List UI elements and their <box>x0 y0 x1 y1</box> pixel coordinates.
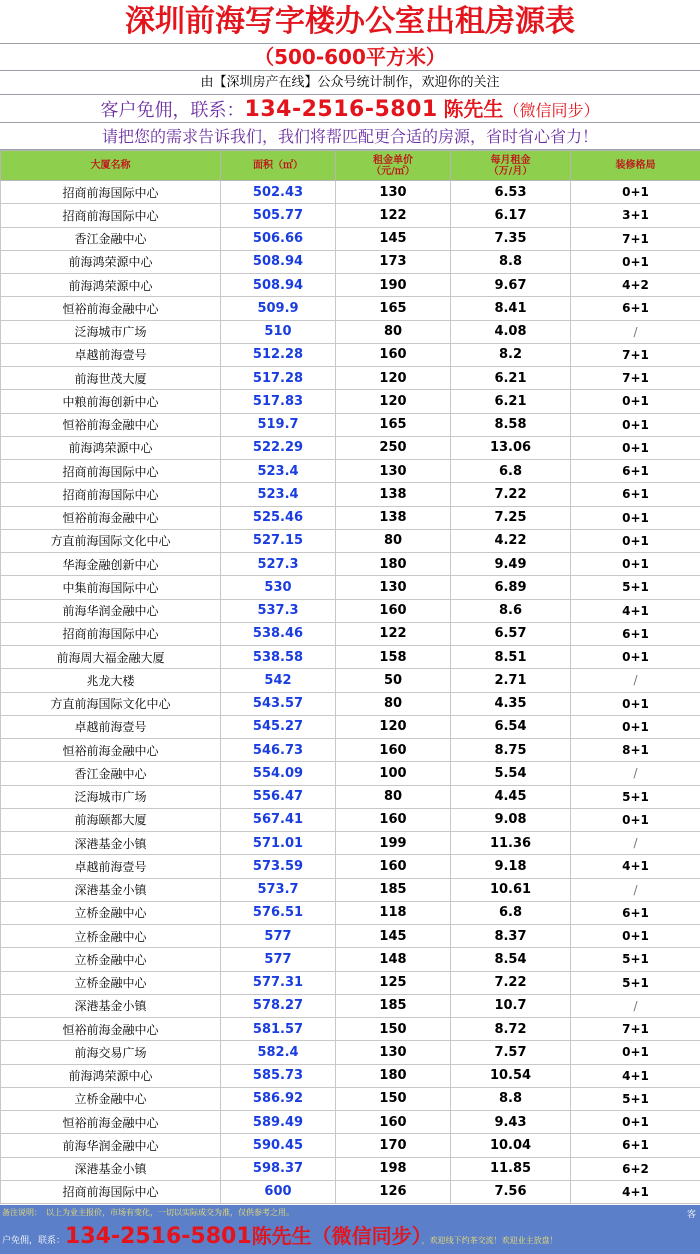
table-row <box>1 576 700 599</box>
contact-prefix: 客户免佣，联系： <box>100 100 245 121</box>
layout-cell: 3+1 <box>571 204 700 227</box>
table-row <box>1 994 700 1017</box>
area-cell: 523.4 <box>221 460 336 483</box>
footer-name: 陈先生（微信同步） <box>251 1224 422 1248</box>
area-cell: 527.3 <box>221 553 336 576</box>
building-name-cell: 立桥金融中心 <box>1 971 221 994</box>
monthly-rent-cell: 6.21 <box>451 390 571 413</box>
unit-price-cell: 180 <box>336 1064 451 1087</box>
layout-cell: 4+1 <box>571 855 700 878</box>
area-cell: 510 <box>221 320 336 343</box>
monthly-rent-cell: 7.22 <box>451 971 571 994</box>
area-cell: 590.45 <box>221 1134 336 1157</box>
table-row <box>1 599 700 622</box>
unit-price-cell: 160 <box>336 808 451 831</box>
area-cell: 600 <box>221 1180 336 1203</box>
table-row <box>1 227 700 250</box>
area-cell: 556.47 <box>221 785 336 808</box>
building-name-cell: 恒裕前海金融中心 <box>1 739 221 762</box>
unit-price-cell: 150 <box>336 1087 451 1110</box>
monthly-rent-cell: 4.45 <box>451 785 571 808</box>
monthly-rent-cell: 8.8 <box>451 250 571 273</box>
layout-cell: 0+1 <box>571 692 700 715</box>
layout-cell: 0+1 <box>571 390 700 413</box>
area-cell: 577.31 <box>221 971 336 994</box>
contact-name: 陈先生 <box>443 97 504 121</box>
area-cell: 573.59 <box>221 855 336 878</box>
area-cell: 525.46 <box>221 506 336 529</box>
table-row <box>1 529 700 552</box>
table-row <box>1 297 700 320</box>
monthly-rent-cell: 8.2 <box>451 343 571 366</box>
unit-price-cell: 148 <box>336 948 451 971</box>
building-name-cell: 前海颐都大厦 <box>1 808 221 831</box>
layout-cell: / <box>571 669 700 692</box>
monthly-rent-cell: 9.08 <box>451 808 571 831</box>
unit-price-cell: 50 <box>336 669 451 692</box>
unit-price-cell: 170 <box>336 1134 451 1157</box>
table-header-row <box>1 151 700 181</box>
table-row <box>1 250 700 273</box>
building-name-cell: 泛海城市广场 <box>1 785 221 808</box>
area-cell: 577 <box>221 925 336 948</box>
area-cell: 585.73 <box>221 1064 336 1087</box>
area-cell: 509.9 <box>221 297 336 320</box>
monthly-rent-cell: 8.75 <box>451 739 571 762</box>
monthly-rent-cell: 6.21 <box>451 367 571 390</box>
table-row <box>1 855 700 878</box>
area-cell: 589.49 <box>221 1111 336 1134</box>
layout-cell: 0+1 <box>571 250 700 273</box>
area-cell: 538.58 <box>221 646 336 669</box>
area-cell: 512.28 <box>221 343 336 366</box>
building-name-cell: 恒裕前海金融中心 <box>1 413 221 436</box>
table-row <box>1 878 700 901</box>
monthly-rent-cell: 8.72 <box>451 1018 571 1041</box>
listing-table <box>0 150 700 1204</box>
monthly-rent-cell: 9.43 <box>451 1111 571 1134</box>
footer-phone[interactable]: 134-2516-5801 <box>65 1224 252 1249</box>
unit-price-cell: 180 <box>336 553 451 576</box>
footer-note: 备注说明： 以上为业主报价，市场有变化，一切以实际成交为准，仅供参考之用。 <box>2 1208 294 1217</box>
table-row <box>1 1064 700 1087</box>
unit-price-cell: 130 <box>336 1041 451 1064</box>
monthly-rent-cell: 7.22 <box>451 483 571 506</box>
monthly-rent-cell: 9.18 <box>451 855 571 878</box>
table-body <box>1 181 700 1204</box>
building-name-cell: 招商前海国际中心 <box>1 204 221 227</box>
area-cell: 578.27 <box>221 994 336 1017</box>
col-header-unit-price: 租金单价 （元/㎡） <box>336 151 451 181</box>
unit-price-cell: 250 <box>336 436 451 459</box>
layout-cell: / <box>571 320 700 343</box>
building-name-cell: 立桥金融中心 <box>1 925 221 948</box>
area-cell: 577 <box>221 948 336 971</box>
layout-cell: 7+1 <box>571 1018 700 1041</box>
building-name-cell: 前海鸿荣源中心 <box>1 1064 221 1087</box>
table-row <box>1 1018 700 1041</box>
layout-cell: 7+1 <box>571 367 700 390</box>
table-row <box>1 948 700 971</box>
unit-price-cell: 125 <box>336 971 451 994</box>
unit-price-cell: 198 <box>336 1157 451 1180</box>
request-line: 请把您的需求告诉我们，我们将帮匹配更合适的房源，省时省心省力！ <box>0 123 700 150</box>
area-cell: 538.46 <box>221 622 336 645</box>
table-row <box>1 1087 700 1110</box>
layout-cell: 0+1 <box>571 808 700 831</box>
unit-price-cell: 160 <box>336 343 451 366</box>
contact-line <box>0 95 700 123</box>
table-row <box>1 553 700 576</box>
area-cell: 546.73 <box>221 739 336 762</box>
unit-price-cell: 122 <box>336 204 451 227</box>
layout-cell: 0+1 <box>571 1111 700 1134</box>
layout-cell: / <box>571 878 700 901</box>
building-name-cell: 恒裕前海金融中心 <box>1 1018 221 1041</box>
unit-price-cell: 126 <box>336 1180 451 1203</box>
unit-price-cell: 122 <box>336 622 451 645</box>
area-cell: 519.7 <box>221 413 336 436</box>
layout-cell: 0+1 <box>571 646 700 669</box>
monthly-rent-cell: 11.36 <box>451 832 571 855</box>
table-row <box>1 1111 700 1134</box>
page-subtitle: （500-600平方米） <box>0 44 700 71</box>
area-cell: 554.09 <box>221 762 336 785</box>
layout-cell: 4+1 <box>571 1180 700 1203</box>
unit-price-cell: 80 <box>336 785 451 808</box>
layout-cell: 8+1 <box>571 739 700 762</box>
monthly-rent-cell: 4.35 <box>451 692 571 715</box>
unit-price-cell: 185 <box>336 994 451 1017</box>
unit-price-cell: 130 <box>336 576 451 599</box>
area-cell: 506.66 <box>221 227 336 250</box>
area-cell: 530 <box>221 576 336 599</box>
building-name-cell: 前海华润金融中心 <box>1 1134 221 1157</box>
layout-cell: 4+1 <box>571 1064 700 1087</box>
footer-prefix: 户免佣，联系： <box>2 1236 66 1246</box>
area-cell: 573.7 <box>221 878 336 901</box>
area-cell: 522.29 <box>221 436 336 459</box>
table-row <box>1 413 700 436</box>
unit-price-cell: 80 <box>336 320 451 343</box>
layout-cell: 0+1 <box>571 553 700 576</box>
building-name-cell: 恒裕前海金融中心 <box>1 1111 221 1134</box>
table-row <box>1 1041 700 1064</box>
building-name-cell: 香江金融中心 <box>1 227 221 250</box>
col-header-monthly-rent: 每月租金 （万/月） <box>451 151 571 181</box>
monthly-rent-cell: 8.54 <box>451 948 571 971</box>
table-row <box>1 971 700 994</box>
monthly-rent-cell: 9.67 <box>451 274 571 297</box>
table-row <box>1 762 700 785</box>
layout-cell: 7+1 <box>571 227 700 250</box>
building-name-cell: 招商前海国际中心 <box>1 460 221 483</box>
unit-price-cell: 185 <box>336 878 451 901</box>
building-name-cell: 招商前海国际中心 <box>1 483 221 506</box>
table-row <box>1 436 700 459</box>
building-name-cell: 深港基金小镇 <box>1 1157 221 1180</box>
area-cell: 543.57 <box>221 692 336 715</box>
table-row <box>1 1134 700 1157</box>
table-row <box>1 483 700 506</box>
building-name-cell: 华海金融创新中心 <box>1 553 221 576</box>
layout-cell: / <box>571 832 700 855</box>
monthly-rent-cell: 8.41 <box>451 297 571 320</box>
monthly-rent-cell: 6.54 <box>451 715 571 738</box>
layout-cell: / <box>571 762 700 785</box>
unit-price-cell: 80 <box>336 692 451 715</box>
area-cell: 598.37 <box>221 1157 336 1180</box>
building-name-cell: 前海鸿荣源中心 <box>1 436 221 459</box>
monthly-rent-cell: 8.6 <box>451 599 571 622</box>
table-row <box>1 646 700 669</box>
unit-price-cell: 80 <box>336 529 451 552</box>
area-cell: 545.27 <box>221 715 336 738</box>
layout-cell: 6+1 <box>571 483 700 506</box>
layout-cell: 0+1 <box>571 529 700 552</box>
layout-cell: 6+1 <box>571 460 700 483</box>
layout-cell: 0+1 <box>571 413 700 436</box>
building-name-cell: 前海鸿荣源中心 <box>1 274 221 297</box>
table-row <box>1 669 700 692</box>
table-row <box>1 832 700 855</box>
table-row <box>1 925 700 948</box>
area-cell: 502.43 <box>221 181 336 204</box>
table-row <box>1 460 700 483</box>
layout-cell: 0+1 <box>571 506 700 529</box>
monthly-rent-cell: 4.22 <box>451 529 571 552</box>
monthly-rent-cell: 7.35 <box>451 227 571 250</box>
footer-suffix: ，欢迎线下约茶交流！欢迎业主放盘！ <box>421 1236 558 1245</box>
table-row <box>1 1157 700 1180</box>
monthly-rent-cell: 6.8 <box>451 901 571 924</box>
monthly-rent-cell: 2.71 <box>451 669 571 692</box>
building-name-cell: 深港基金小镇 <box>1 994 221 1017</box>
unit-price-cell: 160 <box>336 739 451 762</box>
monthly-rent-cell: 10.04 <box>451 1134 571 1157</box>
building-name-cell: 方直前海国际文化中心 <box>1 529 221 552</box>
building-name-cell: 立桥金融中心 <box>1 948 221 971</box>
monthly-rent-cell: 6.8 <box>451 460 571 483</box>
building-name-cell: 中粮前海创新中心 <box>1 390 221 413</box>
layout-cell: 0+1 <box>571 1041 700 1064</box>
building-name-cell: 卓越前海壹号 <box>1 855 221 878</box>
building-name-cell: 招商前海国际中心 <box>1 181 221 204</box>
layout-cell: / <box>571 994 700 1017</box>
building-name-cell: 方直前海国际文化中心 <box>1 692 221 715</box>
building-name-cell: 卓越前海壹号 <box>1 715 221 738</box>
layout-cell: 7+1 <box>571 343 700 366</box>
area-cell: 517.28 <box>221 367 336 390</box>
monthly-rent-cell: 10.61 <box>451 878 571 901</box>
building-name-cell: 招商前海国际中心 <box>1 1180 221 1203</box>
building-name-cell: 香江金融中心 <box>1 762 221 785</box>
unit-price-cell: 158 <box>336 646 451 669</box>
monthly-rent-cell: 6.17 <box>451 204 571 227</box>
unit-price-cell: 120 <box>336 390 451 413</box>
layout-cell: 5+1 <box>571 1087 700 1110</box>
unit-price-cell: 160 <box>336 855 451 878</box>
layout-cell: 5+1 <box>571 971 700 994</box>
monthly-rent-cell: 4.08 <box>451 320 571 343</box>
area-cell: 582.4 <box>221 1041 336 1064</box>
unit-price-cell: 190 <box>336 274 451 297</box>
layout-cell: 6+1 <box>571 901 700 924</box>
table-row <box>1 343 700 366</box>
table-row <box>1 506 700 529</box>
building-name-cell: 泛海城市广场 <box>1 320 221 343</box>
building-name-cell: 前海华润金融中心 <box>1 599 221 622</box>
area-cell: 505.77 <box>221 204 336 227</box>
monthly-rent-cell: 9.49 <box>451 553 571 576</box>
col-header-area: 面积（㎡） <box>221 151 336 181</box>
table-row <box>1 274 700 297</box>
layout-cell: 6+1 <box>571 297 700 320</box>
footer-contact <box>2 1221 558 1251</box>
layout-cell: 5+1 <box>571 576 700 599</box>
building-name-cell: 立桥金融中心 <box>1 901 221 924</box>
monthly-rent-cell: 10.54 <box>451 1064 571 1087</box>
monthly-rent-cell: 8.8 <box>451 1087 571 1110</box>
area-cell: 517.83 <box>221 390 336 413</box>
building-name-cell: 恒裕前海金融中心 <box>1 297 221 320</box>
unit-price-cell: 150 <box>336 1018 451 1041</box>
monthly-rent-cell: 10.7 <box>451 994 571 1017</box>
layout-cell: 0+1 <box>571 715 700 738</box>
area-cell: 542 <box>221 669 336 692</box>
building-name-cell: 卓越前海壹号 <box>1 343 221 366</box>
building-name-cell: 前海世茂大厦 <box>1 367 221 390</box>
table-row <box>1 390 700 413</box>
area-cell: 527.15 <box>221 529 336 552</box>
monthly-rent-cell: 8.51 <box>451 646 571 669</box>
table-row <box>1 1180 700 1203</box>
area-cell: 581.57 <box>221 1018 336 1041</box>
building-name-cell: 恒裕前海金融中心 <box>1 506 221 529</box>
unit-price-cell: 120 <box>336 715 451 738</box>
building-name-cell: 前海交易广场 <box>1 1041 221 1064</box>
monthly-rent-cell: 7.56 <box>451 1180 571 1203</box>
table-row <box>1 204 700 227</box>
unit-price-cell: 145 <box>336 925 451 948</box>
table-row <box>1 901 700 924</box>
layout-cell: 0+1 <box>571 436 700 459</box>
unit-price-cell: 160 <box>336 599 451 622</box>
layout-cell: 4+2 <box>571 274 700 297</box>
layout-cell: 5+1 <box>571 785 700 808</box>
credit-line: 由【深圳房产在线】公众号统计制作，欢迎你的关注 <box>0 71 700 95</box>
building-name-cell: 深港基金小镇 <box>1 832 221 855</box>
layout-cell: 0+1 <box>571 181 700 204</box>
building-name-cell: 中集前海国际中心 <box>1 576 221 599</box>
unit-price-cell: 100 <box>336 762 451 785</box>
layout-cell: 4+1 <box>571 599 700 622</box>
area-cell: 537.3 <box>221 599 336 622</box>
layout-cell: 5+1 <box>571 948 700 971</box>
monthly-rent-cell: 7.57 <box>451 1041 571 1064</box>
table-row <box>1 785 700 808</box>
area-cell: 567.41 <box>221 808 336 831</box>
table-row <box>1 320 700 343</box>
unit-price-cell: 199 <box>336 832 451 855</box>
monthly-rent-cell: 8.37 <box>451 925 571 948</box>
col-header-building: 大厦名称 <box>1 151 221 181</box>
layout-cell: 6+1 <box>571 622 700 645</box>
table-row <box>1 808 700 831</box>
monthly-rent-cell: 5.54 <box>451 762 571 785</box>
layout-cell: 6+1 <box>571 1134 700 1157</box>
unit-price-cell: 165 <box>336 297 451 320</box>
unit-price-cell: 138 <box>336 506 451 529</box>
area-cell: 508.94 <box>221 250 336 273</box>
monthly-rent-cell: 6.57 <box>451 622 571 645</box>
monthly-rent-cell: 6.89 <box>451 576 571 599</box>
unit-price-cell: 160 <box>336 1111 451 1134</box>
layout-cell: 0+1 <box>571 925 700 948</box>
monthly-rent-cell: 7.25 <box>451 506 571 529</box>
table-row <box>1 739 700 762</box>
footer-corner-text: 客 <box>686 1210 696 1220</box>
table-row <box>1 715 700 738</box>
building-name-cell: 前海周大福金融大厦 <box>1 646 221 669</box>
unit-price-cell: 130 <box>336 460 451 483</box>
unit-price-cell: 138 <box>336 483 451 506</box>
unit-price-cell: 145 <box>336 227 451 250</box>
contact-phone[interactable]: 134-2516-5801 <box>244 97 438 122</box>
area-cell: 586.92 <box>221 1087 336 1110</box>
area-cell: 571.01 <box>221 832 336 855</box>
unit-price-cell: 173 <box>336 250 451 273</box>
monthly-rent-cell: 6.53 <box>451 181 571 204</box>
unit-price-cell: 120 <box>336 367 451 390</box>
building-name-cell: 立桥金融中心 <box>1 1087 221 1110</box>
area-cell: 576.51 <box>221 901 336 924</box>
building-name-cell: 前海鸿荣源中心 <box>1 250 221 273</box>
area-cell: 508.94 <box>221 274 336 297</box>
layout-cell: 6+2 <box>571 1157 700 1180</box>
wechat-note: （微信同步） <box>503 101 600 120</box>
unit-price-cell: 165 <box>336 413 451 436</box>
monthly-rent-cell: 13.06 <box>451 436 571 459</box>
col-header-layout: 装修格局 <box>571 151 700 181</box>
unit-price-cell: 118 <box>336 901 451 924</box>
unit-price-cell: 130 <box>336 181 451 204</box>
table-row <box>1 692 700 715</box>
building-name-cell: 兆龙大楼 <box>1 669 221 692</box>
building-name-cell: 深港基金小镇 <box>1 878 221 901</box>
table-row <box>1 367 700 390</box>
area-cell: 523.4 <box>221 483 336 506</box>
table-row <box>1 622 700 645</box>
building-name-cell: 招商前海国际中心 <box>1 622 221 645</box>
monthly-rent-cell: 11.85 <box>451 1157 571 1180</box>
page-title: 深圳前海写字楼办公室出租房源表 <box>0 0 700 44</box>
footer-banner <box>0 1205 700 1254</box>
table-row <box>1 181 700 204</box>
monthly-rent-cell: 8.58 <box>451 413 571 436</box>
